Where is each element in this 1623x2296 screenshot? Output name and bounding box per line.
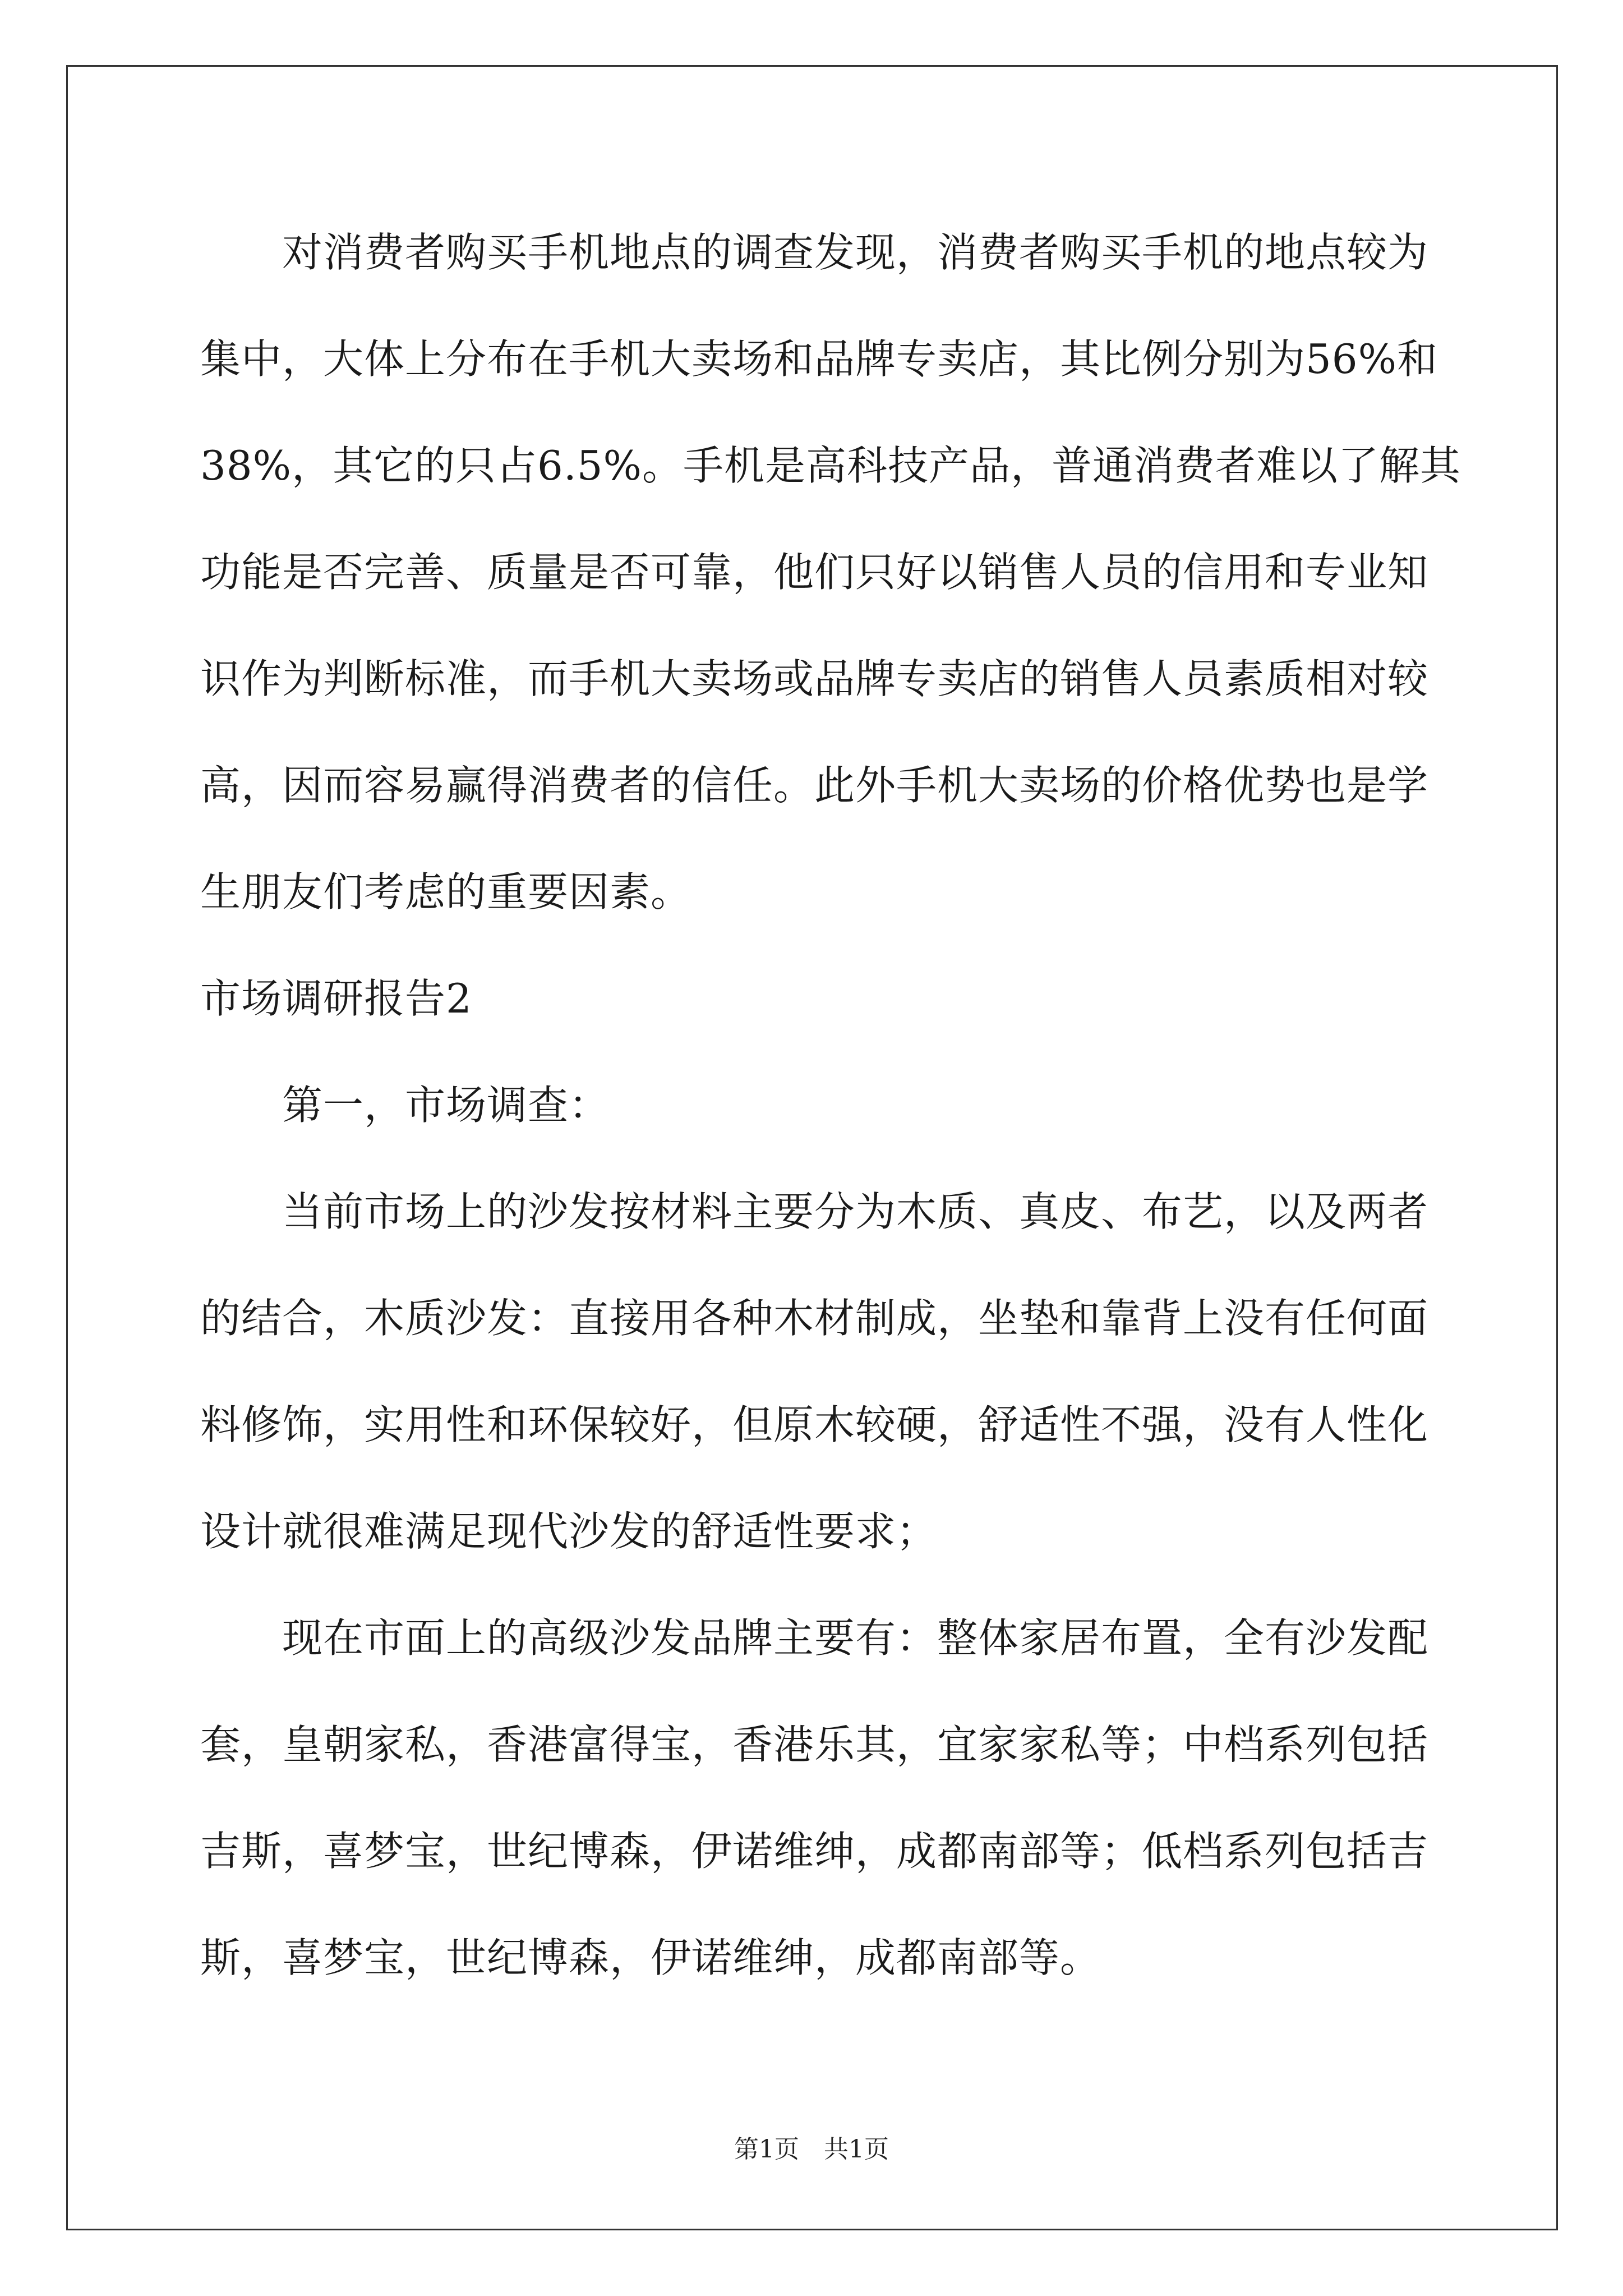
paragraph-line: 功能是否完善、质量是否可靠，他们只好以销售人员的信用和专业知 [200, 549, 1429, 596]
paragraph-line: 生朋友们考虑的重要因素。 [200, 868, 692, 915]
paragraph-line: 的结合，木质沙发：直接用各种木材制成，坐垫和靠背上没有任何面 [200, 1295, 1429, 1342]
page-border [66, 65, 1558, 2230]
paragraph-line: 斯，喜梦宝，世纪博森，伊诺维绅，成都南部等。 [200, 1934, 1101, 1981]
paragraph-line: 吉斯，喜梦宝，世纪博森，伊诺维绅，成都南部等；低档系列包括吉 [200, 1828, 1429, 1875]
paragraph-line: 料修饰，实用性和环保较好，但原木较硬，舒适性不强，没有人性化 [200, 1401, 1429, 1448]
paragraph-line: 套，皇朝家私，香港富得宝，香港乐其，宜家家私等；中档系列包括 [200, 1721, 1429, 1768]
subsection-heading: 第一，市场调查： [200, 1082, 610, 1129]
paragraph-line: 38%，其它的只占6.5%。手机是高科技产品，普通消费者难以了解其 [200, 442, 1461, 489]
paragraph-line: 设计就很难满足现代沙发的舒适性要求； [200, 1508, 938, 1555]
paragraph-line: 现在市面上的高级沙发品牌主要有：整体家居布置，全有沙发配 [200, 1614, 1429, 1662]
paragraph-line: 高，因而容易赢得消费者的信任。此外手机大卖场的价格优势也是学 [200, 762, 1429, 809]
paragraph-line: 集中，大体上分布在手机大卖场和品牌专卖店，其比例分别为56%和 [200, 335, 1438, 383]
paragraph-line: 识作为判断标准，而手机大卖场或品牌专卖店的销售人员素质相对较 [200, 655, 1429, 702]
section-heading: 市场调研报告2 [200, 975, 472, 1022]
paragraph-line: 当前市场上的沙发按材料主要分为木质、真皮、布艺，以及两者 [200, 1188, 1429, 1235]
paragraph-line: 对消费者购买手机地点的调查发现，消费者购买手机的地点较为 [200, 229, 1429, 276]
page-footer: 第1页 共1页 [734, 2135, 889, 2164]
